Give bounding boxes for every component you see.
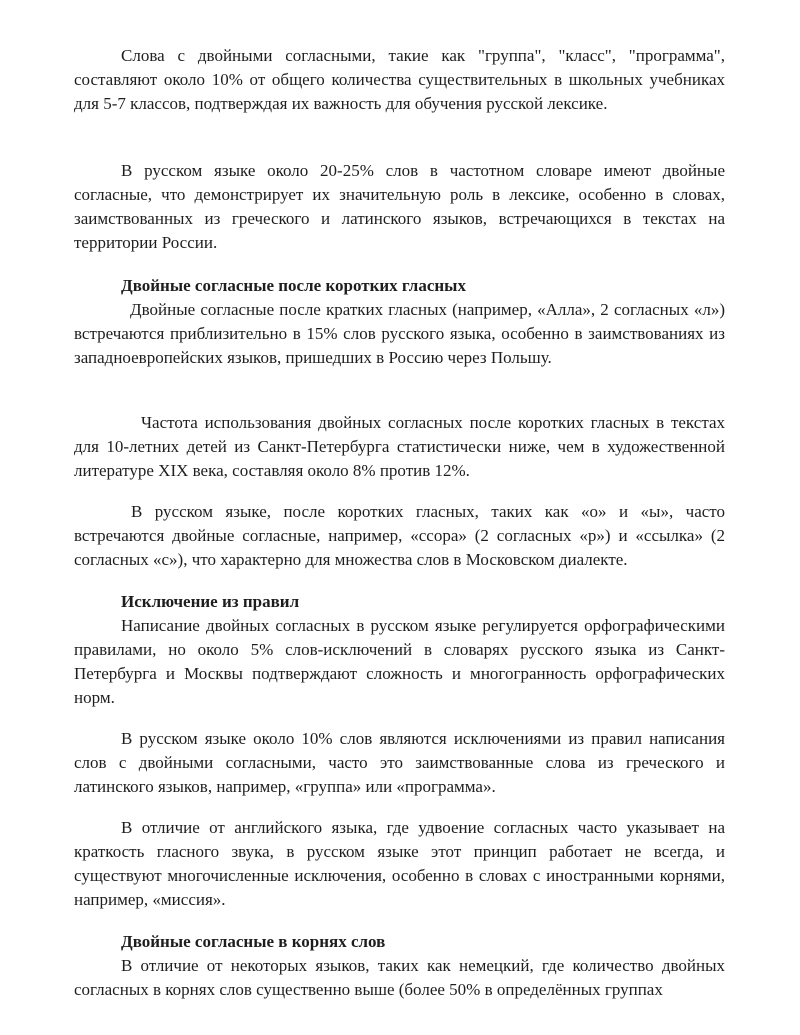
paragraph-german-comparison: В отличие от некоторых языков, таких как немецкий, где количество двойных согласных в корнях слов существенно выше (более 50% в определённых группах (74, 956, 725, 999)
paragraph-moscow-dialect: В русском языке, после коротких гласных, таких как «о» и «ы», часто встречаются двойные согласные, например, «ссора» (2 согласных «р») и «ссылка» (2 согласных «с»), что характерно для множества слов в Московском диалекте. (74, 502, 725, 569)
paragraph-orthographic-rules: Написание двойных согласных в русском языке регулируется орфографическими правилами, но около 5% слов-исключений в словарях русского языка из Санкт-Петербурга и Москвы подтверждают сложность и многогранность орфографических норм. (74, 616, 725, 707)
paragraph-english-comparison: В отличие от английского языка, где удвоение согласных часто указывает на краткость гласного звука, в русском языке этот принцип работает не всегда, и существуют многочисленные исключения, особенно в словах с иностранными корнями, например, «миссия». (74, 818, 725, 909)
paragraph-children-texts-frequency: Частота использования двойных согласных после коротких гласных в текстах для 10-летних детей из Санкт-Петербурга статистически ниже, чем в художественной литературе XIX века, составляя около 8% против 12%. (74, 413, 725, 480)
paragraph-short-vowels-borrowings: Двойные согласные после кратких гласных (например, «Алла», 2 согласных «л») встречаются приблизительно в 15% слов русского языка, особенно в заимствованиях из западноевропейских языков, пришедших в Россию через Польшу. (74, 300, 725, 367)
paragraph-frequency-dictionary: В русском языке около 20-25% слов в частотном словаре имеют двойные согласные, что демонстрирует их значительную роль в лексике, особенно в словах, заимствованных из греческого и латинского языков, встречающихся в текстах на территории России. (74, 161, 725, 252)
paragraph-exceptions-borrowed: В русском языке около 10% слов являются исключениями из правил написания слов с двойными согласными, часто это заимствованные слова из греческого и латинского языков, например, «группа» или «программа». (74, 729, 725, 796)
paragraph-double-consonants-textbooks: Слова с двойными согласными, такие как "группа", "класс", "программа", составляют около 10% от общего количества существительных в школьных учебниках для 5-7 классов, подтверждая их важность для обучения русской лексике. (74, 46, 725, 113)
heading-rule-exceptions: Исключение из правил (121, 592, 300, 611)
heading-after-short-vowels: Двойные согласные после коротких гласных (121, 276, 466, 295)
heading-roots: Двойные согласные в корнях слов (121, 932, 386, 951)
